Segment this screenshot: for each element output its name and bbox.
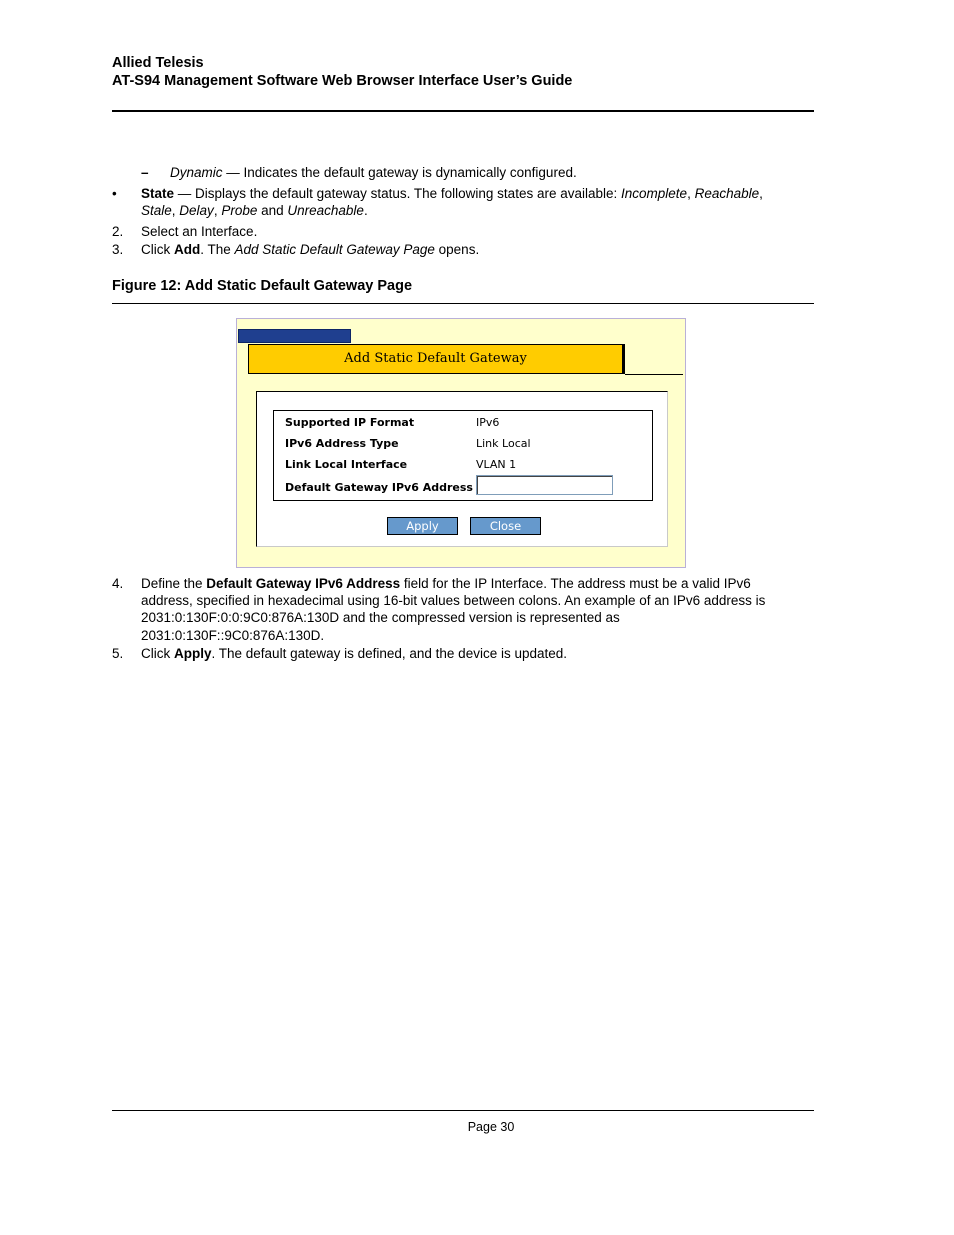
step-number: 2. (112, 224, 124, 239)
step-4-line4: 2031:0:130F::9C0:876A:130D. (141, 628, 325, 643)
dialog-tab (238, 329, 351, 343)
step-5: Click Apply. The default gateway is defined, and the device is updated. (141, 646, 568, 661)
caption-rule (112, 303, 814, 304)
close-button[interactable]: Close (470, 517, 541, 535)
dialog-panel (256, 391, 668, 547)
step-4-line1: Define the Default Gateway IPv6 Address field for the IP Interface. The address must be a valid IPv6 (141, 576, 751, 591)
step-number: 3. (112, 242, 124, 257)
footer-rule (112, 1110, 814, 1111)
supported-ip-format-value: IPv6 (476, 416, 500, 429)
state-item-line2: Stale, Delay, Probe and Unreachable. (141, 203, 368, 218)
document-title: AT-S94 Management Software Web Browser Interface User’s Guide (112, 73, 573, 89)
dialog-title-bar: Add Static Default Gateway (248, 344, 625, 374)
dash-bullet: – (141, 165, 149, 180)
dynamic-item: Dynamic — Indicates the default gateway is dynamically configured. (170, 165, 577, 180)
page-number: Page 30 (467, 1120, 515, 1134)
company-name: Allied Telesis (112, 55, 204, 71)
step-3: Click Add. The Add Static Default Gateway Page opens. (141, 242, 480, 257)
step-number: 5. (112, 646, 124, 661)
ipv6-address-type-value: Link Local (476, 437, 531, 450)
step-2: Select an Interface. (141, 224, 258, 239)
link-local-interface-value: VLAN 1 (476, 458, 517, 471)
bullet: • (112, 186, 117, 201)
header-rule (112, 110, 814, 112)
step-4-line2: address, specified in hexadecimal using 16-bit values between colons. An example of an IPv6 address is (141, 593, 766, 608)
settings-table (273, 410, 653, 501)
figure-caption: Figure 12: Add Static Default Gateway Page (112, 278, 413, 294)
step-4-line3: 2031:0:130F:0:0:9C0:876A:130D and the compressed version is represented as (141, 610, 620, 625)
title-underline (625, 374, 683, 375)
link-local-interface-label: Link Local Interface (285, 458, 408, 471)
ipv6-address-type-label: IPv6 Address Type (285, 437, 399, 450)
step-number: 4. (112, 576, 124, 591)
default-gateway-ipv6-address-label: Default Gateway IPv6 Address (285, 481, 473, 494)
state-item-line1: State — Displays the default gateway status. The following states are available: Incomplete, Reachable, (141, 186, 763, 201)
add-static-default-gateway-dialog (236, 318, 686, 568)
apply-button[interactable]: Apply (387, 517, 458, 535)
supported-ip-format-label: Supported IP Format (285, 416, 415, 429)
default-gateway-ipv6-address-input[interactable] (476, 475, 613, 495)
